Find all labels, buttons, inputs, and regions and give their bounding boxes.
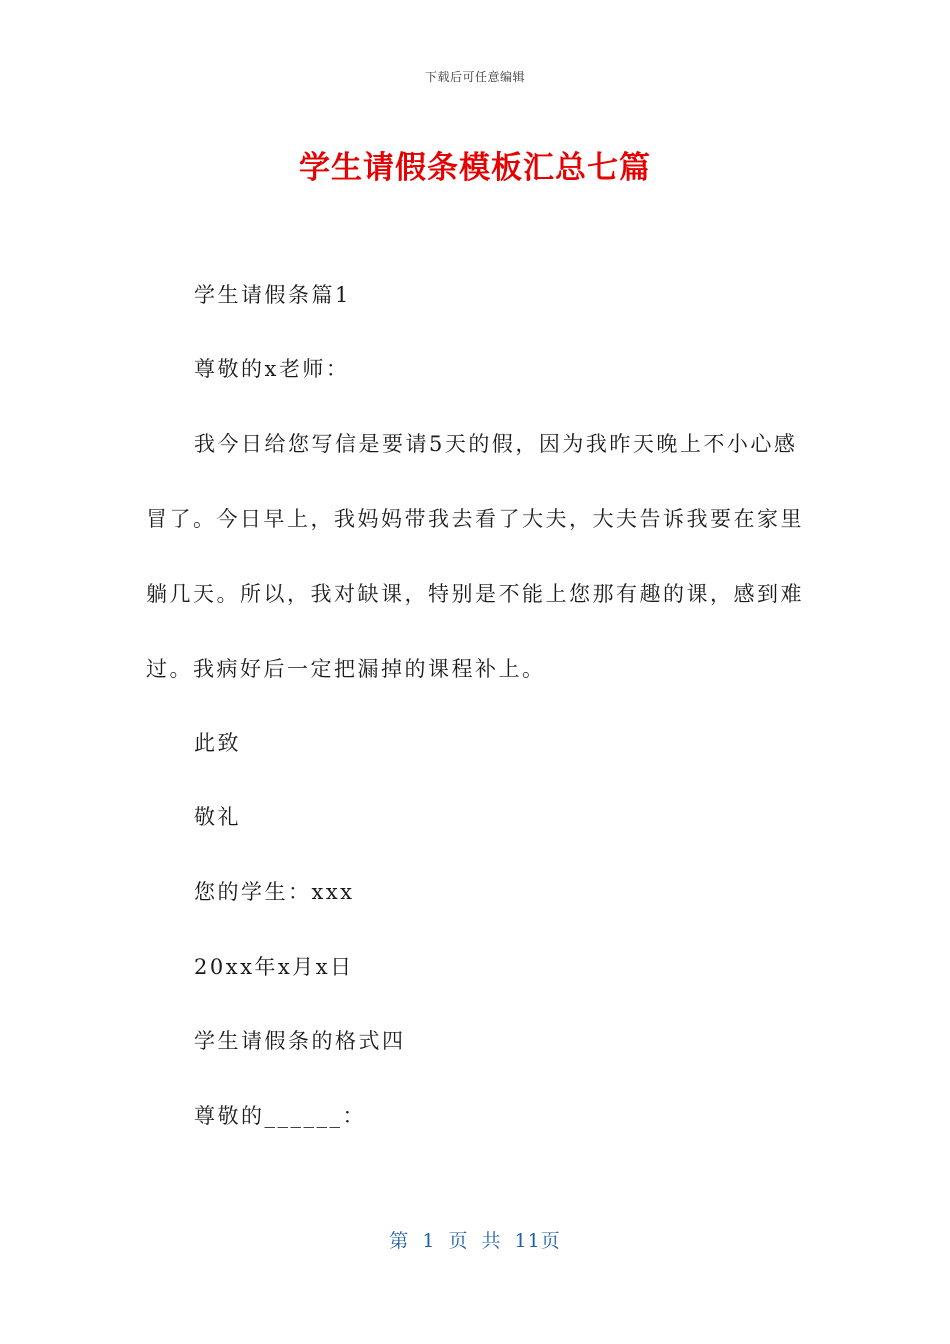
closing-line: 此致 [194,731,241,755]
page-footer: 第 1 页 共 11页 [389,1230,561,1252]
section-heading: 学生请假条的格式四 [194,1029,406,1053]
document-title: 学生请假条模板汇总七篇 [299,150,651,186]
closing-regards: 敬礼 [194,805,241,829]
section-heading: 学生请假条篇1 [194,283,351,307]
body-paragraph: 我今日给您写信是要请5天的假，因为我昨天晚上不小心感冒了。今日早上，我妈妈带我去看了大夫，大夫告诉我要在家里躺几天。所以，我对缺课，特别是不能上您那有趣的课，感到难过。我病好后一定把漏掉的课程补上。 [146,432,804,681]
signature: 您的学生：xxx [194,880,355,904]
date-line: 20xx年x月x日 [194,955,354,979]
salutation: 尊敬的x老师： [194,357,350,381]
salutation: 尊敬的______： [194,1104,366,1128]
header-note: 下载后可任意编辑 [424,70,525,84]
